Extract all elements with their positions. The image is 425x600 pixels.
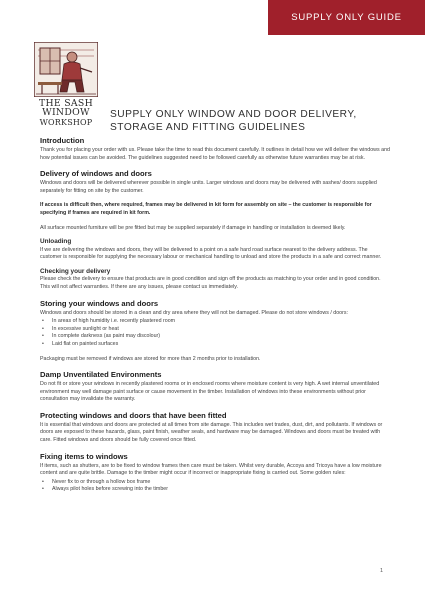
section-heading-damp: Damp Unventilated Environments [40, 370, 162, 380]
header-label: SUPPLY ONLY GUIDE [291, 12, 402, 23]
fixing-paragraph: If items, such as shutters, are to be fixed to window frames then care must be taken. Whilst very durable, Accoya and Tricoya have a low moisture content and are quite brittle. Damage to the timber might occur if incorrect or inappropriate fixing is carried out. Some golden rules: [40, 462, 382, 477]
document-title-line: SUPPLY ONLY WINDOW AND DOOR DELIVERY, [110, 109, 357, 120]
workshop-logo [34, 42, 98, 97]
brand-line: WINDOW [42, 107, 90, 119]
introduction-paragraph: Thank you for placing your order with us. Please take the time to read this document carefully. It outlines in detail how we will deliver the windows and how potential issues can be avoided. The guidelines suggested need to be followed carefully as otherwise future warranties may be at risk. [40, 147, 390, 161]
list-item: • Always pilot holes before screwing into the timber [40, 486, 390, 494]
section-heading-fixing: Fixing items to windows [40, 451, 128, 461]
section-heading-introduction: Introduction [40, 136, 85, 145]
page-number: 1 [379, 568, 383, 574]
document-body [40, 136, 390, 494]
brand-name [30, 99, 102, 127]
craftsman-illustration-icon [34, 42, 98, 97]
section-heading-protecting: Protecting windows and doors that have been fitted [40, 410, 227, 420]
header-bar [268, 0, 425, 35]
protecting-paragraph: It is essential that windows and doors are protected at all times from site damage. This includes wet trades, dust, dirt, and pollutants. If windows or doors are exposed to these hazards, glass, paint finish, weather seals, and hardware may be damaged. Windows and doors must be treated with care. Fitted windows and doors should be fully covered once fitted. [40, 421, 383, 444]
list-item: • In areas of high humidity i.e. recently plastered room [40, 318, 390, 326]
unloading-paragraph: If we are delivering the windows and doors, they will be delivered to a point on a safe hard road surface nearest to the delivery address. The customer is responsible for supplying the necessary labour or mechanical handling to unload and store the products in a safe and correct manner. [40, 246, 382, 261]
delivery-paragraph: Windows and doors will be delivered wherever possible in single units. Larger windows and doors may be delivered with sashes/ doors supplied separately for fitting on site by the customer. [40, 180, 377, 194]
list-item: • Never fix to or through a hollow box frame [40, 479, 390, 487]
list-item: • Laid flat on painted surfaces [40, 341, 390, 349]
section-heading-unloading: Unloading [40, 238, 72, 246]
section-heading-delivery: Delivery of windows and doors [40, 169, 152, 179]
storing-paragraph: Windows and doors should be stored in a clean and dry area where they will not be damaged. Please do not store windows / doors: [40, 309, 348, 316]
document-title-line: STORAGE AND FITTING GUIDELINES [110, 121, 306, 133]
delivery-kit-form-notice: If access is difficult then, where required, frames may be delivered in kit form for assembly on site – the customer is responsible for specifying if frames are required in kit form. [40, 202, 372, 216]
packaging-note: Packaging must be removed if windows are stored for more than 2 months prior to installation. [40, 355, 261, 362]
list-item: • In excessive sunlight or heat [40, 326, 390, 334]
document-title [110, 109, 410, 134]
brand-line: THE SASH [38, 98, 93, 109]
damp-paragraph: Do not fit or store your windows in recently plastered rooms or in enclosed rooms where moisture content is very high. A wet internal unventilated environment may well damage paint surface or cause movement in the timber. Installation of windows into these environments without prior consultation may invalidate the warranty. [40, 381, 380, 403]
delivery-furniture-paragraph: All surface mounted furniture will be pre fitted but may be supplied separately if damage in handling or installation is deemed likely. [40, 224, 346, 231]
checking-paragraph: Please check the delivery to ensure that products are in good condition and sign off the products as matching to your order and in good condition. This will not affect warranties. If there are any issues, please contact us immediately. [40, 276, 381, 290]
fixing-bullet-list [40, 479, 390, 494]
section-heading-storing: Storing your windows and doors [40, 298, 159, 308]
storing-bullet-list [40, 318, 390, 348]
list-item: • In complete darkness (as paint may discolour) [40, 333, 390, 341]
brand-line: WORKSHOP [39, 117, 93, 127]
section-heading-checking: Checking your delivery [40, 267, 111, 275]
